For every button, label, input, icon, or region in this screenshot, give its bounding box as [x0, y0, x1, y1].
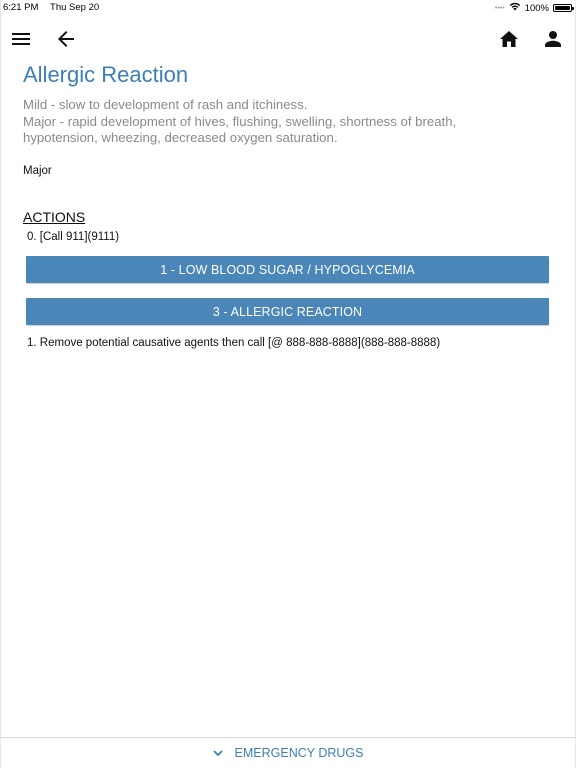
signal-dots-icon: ••••	[494, 4, 505, 12]
battery-icon	[553, 4, 572, 12]
action-remove-agents[interactable]: 1. Remove potential causative agents then call [@ 888-888-8888](888-888-8888)	[27, 337, 441, 349]
severity-value: Major	[23, 165, 52, 177]
status-bar	[0, 0, 576, 16]
emergency-drugs-toggle[interactable]	[0, 737, 576, 768]
home-icon	[500, 31, 518, 47]
page-title: Allergic Reaction	[23, 62, 189, 87]
description-line: Major - rapid development of hives, flushing, swelling, shortness of breath,	[23, 113, 457, 129]
content-area	[0, 56, 576, 734]
home-button[interactable]	[495, 25, 523, 53]
battery-level	[555, 6, 570, 10]
back-button[interactable]	[52, 25, 80, 53]
low-blood-sugar-button[interactable]: 1 - LOW BLOOD SUGAR / HYPOGLYCEMIA	[26, 256, 549, 283]
arrow-left-icon	[58, 31, 74, 47]
person-icon	[545, 31, 561, 47]
condition-description	[23, 97, 543, 147]
emergency-drugs-label: EMERGENCY DRUGS	[234, 746, 364, 760]
status-time: 6:21 PM	[3, 2, 39, 13]
chevron-down-icon	[213, 750, 223, 757]
status-date: Thu Sep 20	[50, 2, 100, 13]
action-call-911[interactable]: 0. [Call 911](9111)	[27, 231, 120, 243]
status-right	[495, 2, 572, 14]
hamburger-menu-icon	[12, 32, 30, 46]
actions-heading: ACTIONS	[23, 209, 86, 225]
wifi-icon	[509, 2, 521, 14]
allergic-reaction-button[interactable]: 3 - ALLERGIC REACTION	[26, 298, 549, 325]
profile-button[interactable]	[539, 25, 567, 53]
battery-percent: 100%	[524, 2, 549, 14]
nav-bar	[0, 22, 576, 56]
description-line: Mild - slow to development of rash and itchiness.	[23, 97, 308, 112]
description-line: hypotension, wheezing, decreased oxygen saturation.	[23, 130, 338, 145]
status-left	[3, 2, 99, 13]
menu-button[interactable]	[7, 25, 35, 53]
